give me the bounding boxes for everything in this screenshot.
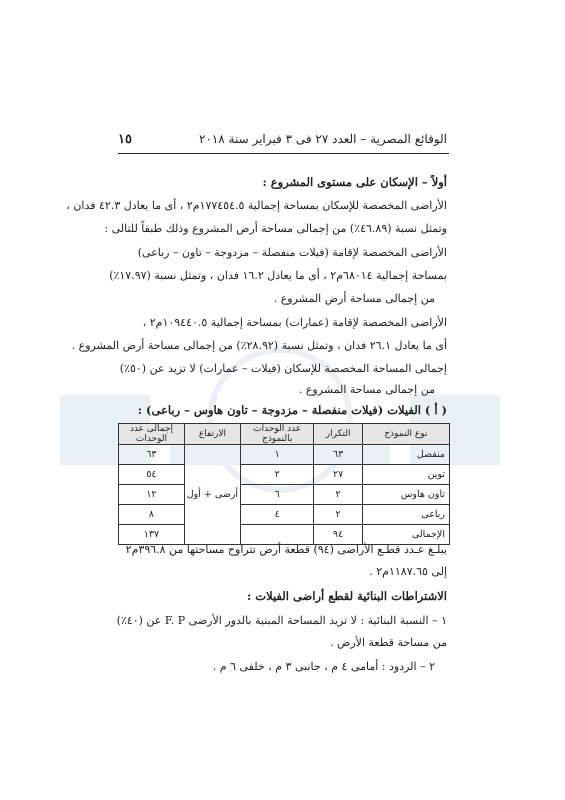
cell-count: ٩٤ — [314, 525, 362, 545]
column-header: إجمالى عدد الوحدات — [119, 424, 185, 445]
cell-total: ٨ — [119, 505, 185, 525]
header-rule — [118, 153, 449, 154]
cell-units: ١ — [240, 445, 314, 465]
cell-count: ٢٧ — [314, 465, 362, 485]
paragraph-line: إلى ١١٨٧.٦٥م٢ . — [369, 565, 447, 578]
paragraph-line: الأراضى المخصصة لإقامة (فيلات منفصلة – مزدوجة – تاون – رباعى) — [137, 246, 447, 259]
page-number: ١٥ — [118, 132, 132, 147]
gazette-title: الوقائع المصرية – العدد ٢٧ فى ٣ فبراير سنة ٢٠١٨ — [198, 132, 447, 146]
cell-total: ١٣٧ — [119, 525, 185, 545]
cell-units: ٦ — [240, 485, 314, 505]
cell-type: توين — [362, 465, 449, 485]
section-heading-housing: أولاً – الإسكان على مستوى المشروع : — [262, 175, 447, 189]
cell-units — [240, 525, 314, 545]
paragraph-line: إجمالى المساحة المخصصة للإسكان (فيلات – عمارات) لا تزيد عن (٥٠٪) — [119, 362, 447, 375]
cell-height: أرضى + أول — [184, 445, 240, 545]
cell-total: ٥٤ — [119, 465, 185, 485]
cell-total: ١٢ — [119, 485, 185, 505]
table-total-row — [119, 525, 450, 545]
cell-units: ٤ — [240, 505, 314, 525]
paragraph-line: الأراضى المخصصة للإسكان بمساحة إجمالية ١٧٧٤٥٤.٥م٢ ، أى ما يعادل ٤٢.٣ فدان ، — [66, 199, 447, 212]
cell-count: ٦٣ — [314, 445, 362, 465]
paragraph-line: من إجمالى مساحة أرض المشروع . — [273, 292, 435, 305]
page-header — [118, 132, 447, 152]
column-header: نوع النموذج — [362, 424, 449, 445]
cell-type: الإجمالى — [362, 525, 449, 545]
villas-heading: ( أ ) الفيلات (فيلات منفصلة – مزدوجة – تاون هاوس – رباعى) : — [137, 403, 447, 417]
paragraph-line: الأراضى المخصصة لإقامة (عمارات) بمساحة إجمالية ١٠٩٤٤٠.٥م٢ ، — [142, 316, 447, 329]
villas-table — [118, 423, 450, 545]
column-header: التكرار — [314, 424, 362, 445]
paragraph-line: يبلـغ عـدد قطـع الأراضى (٩٤) قطعة أرض تتراوح مساحتها من ٣٩٦.٨م٢ — [125, 543, 447, 556]
cell-type: رباعى — [362, 505, 449, 525]
cell-type: منفصل — [362, 445, 449, 465]
paragraph-line: من إجمالى مساحة المشروع . — [298, 383, 435, 396]
column-header: عدد الوحدات بالنموذج — [240, 424, 314, 445]
paragraph-line: من مساحة قطعة الأرض . — [330, 636, 447, 649]
column-header: الارتفاع — [184, 424, 240, 445]
cell-type: تاون هاوس — [362, 485, 449, 505]
table-row — [119, 465, 450, 485]
table-header-row — [119, 424, 450, 445]
table-row — [119, 445, 450, 465]
cell-total: ٦٣ — [119, 445, 185, 465]
paragraph-line: وتمثل نسبة (٤٦.٨٩٪) من إجمالى مساحة أرض المشروع وذلك طبقاً للتالى : — [104, 222, 447, 235]
paragraph-line: ١ – النسبة البنائية : لا تزيد المساحة المبنية بالدور الأرضى F. P عن (٤٠٪) — [116, 614, 447, 627]
paragraph-line: بمساحة إجمالية ٦٨٠١٤م٢ ، أى ما يعادل ١٦.٢ فدان ، وتمثل نسبة (١٧.٩٧٪) — [109, 269, 447, 282]
table-row — [119, 505, 450, 525]
cell-count: ٢ — [314, 505, 362, 525]
table-row — [119, 485, 450, 505]
conditions-heading: الاشتراطات البنائية لقطع أراضى الفيلات : — [247, 589, 447, 603]
paragraph-line: أى ما يعادل ٢٦.١ فدان ، وتمثل نسبة (٢٨.٩٢٪) من إجمالى مساحة أرض المشروع . — [71, 339, 447, 352]
paragraph-line: ٢ – الردود : أمامى ٤ م ، جانبى ٣ م ، خلفى ٦ م . — [212, 660, 435, 673]
cell-count: ٢ — [314, 485, 362, 505]
cell-units: ٢ — [240, 465, 314, 485]
